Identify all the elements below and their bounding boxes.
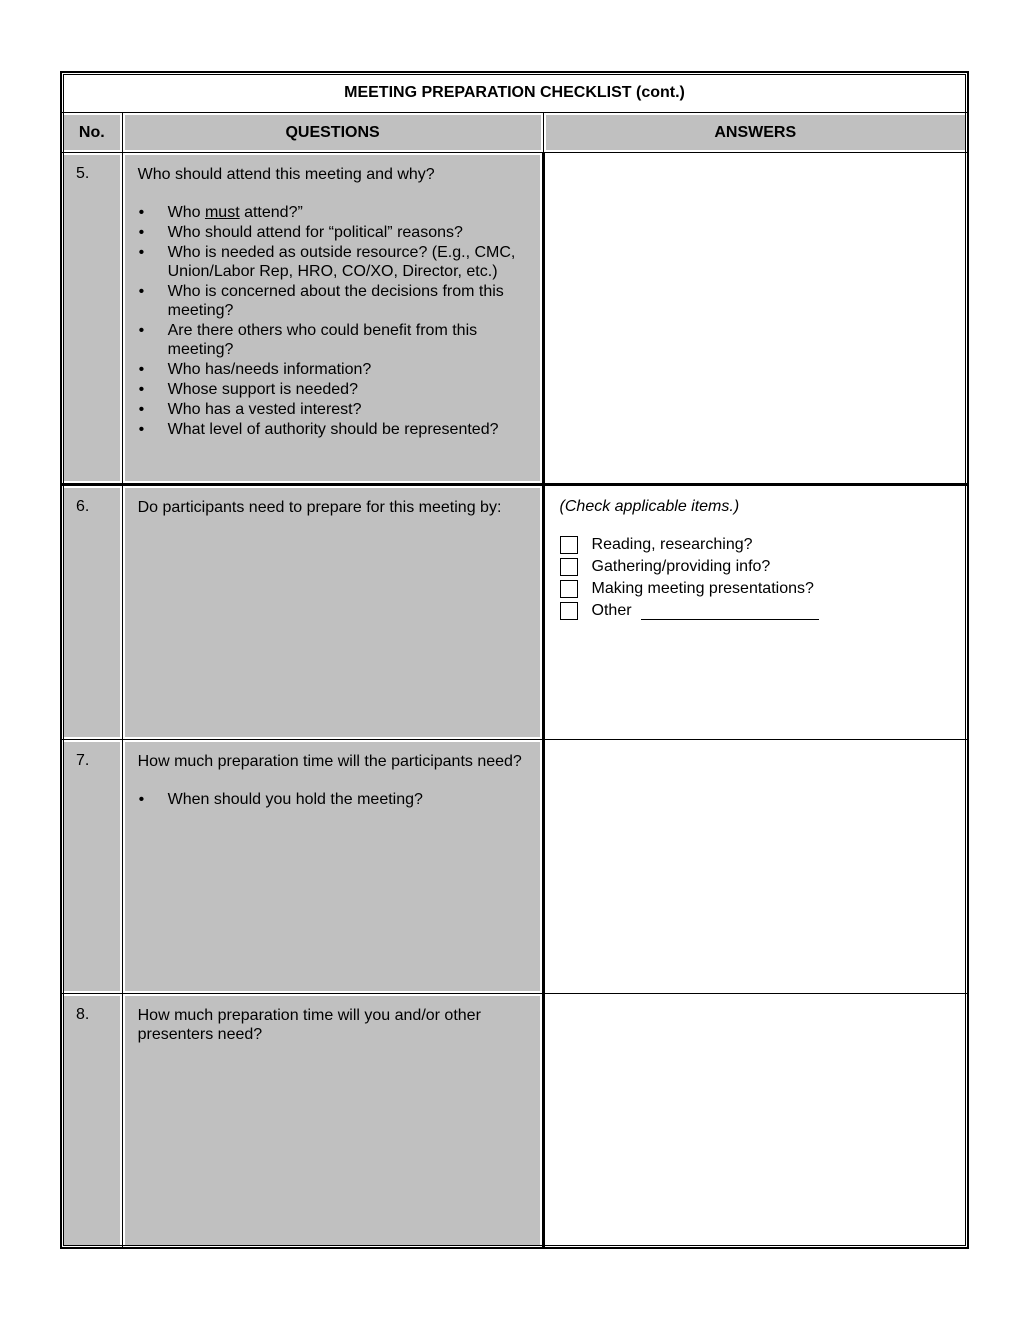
check-instruction: (Check applicable items.): [559, 498, 740, 515]
question-text: Do participants need to prepare for this meeting by:: [137, 499, 502, 516]
checkbox-option[interactable]: [560, 556, 953, 578]
question-bullets: [138, 790, 528, 809]
answer-cell[interactable]: [543, 153, 968, 485]
checklist-table: [60, 71, 969, 1249]
row-number: 6.: [61, 485, 122, 740]
bullet-item: • Who has a vested interest?: [138, 401, 362, 418]
header-answers: ANSWERS: [543, 113, 968, 153]
table-row: [61, 153, 968, 485]
bullet-item: • Whose support is needed?: [138, 381, 358, 398]
question-cell: [122, 153, 543, 485]
question-text: How much preparation time will you and/or other presenters need?: [137, 1007, 481, 1043]
question-bullets: [138, 203, 528, 439]
bullet-item: • Who has/needs information?: [138, 361, 372, 378]
bullet-item: • When should you hold the meeting?: [138, 791, 423, 808]
checkbox-option[interactable]: [560, 600, 953, 622]
row-number: 5.: [61, 153, 122, 485]
bullet-item: • What level of authority should be represented?: [138, 421, 499, 438]
checkbox[interactable]: [560, 558, 578, 576]
table-row: [61, 994, 968, 1249]
answer-cell: [543, 485, 968, 740]
question-cell: [122, 740, 543, 994]
checkbox[interactable]: [560, 536, 578, 554]
bullet-item: • Who must attend?”: [138, 204, 303, 221]
header-questions: QUESTIONS: [122, 113, 543, 153]
question-cell: [122, 485, 543, 740]
question-text: Who should attend this meeting and why?: [137, 166, 435, 183]
answer-cell[interactable]: [543, 740, 968, 994]
answer-cell[interactable]: [543, 994, 968, 1249]
table-row: [61, 485, 968, 740]
checklist-sheet: [60, 71, 969, 1202]
checkbox[interactable]: [560, 580, 578, 598]
row-number: 7.: [61, 740, 122, 994]
checklist-title: MEETING PREPARATION CHECKLIST (cont.): [61, 72, 968, 113]
table-row: [61, 740, 968, 994]
checkbox[interactable]: [560, 602, 578, 620]
bullet-item: • Are there others who could benefit from this meeting?: [138, 322, 478, 358]
checkbox-label: Gathering/providing info?: [591, 558, 771, 575]
bullet-item: • Who is concerned about the decisions from this meeting?: [138, 283, 504, 319]
checkbox-option[interactable]: [560, 534, 953, 556]
row-number: 8.: [61, 994, 122, 1249]
checkbox-label: Reading, researching?: [591, 536, 753, 553]
checkbox-option[interactable]: [560, 578, 953, 600]
checkbox-label: Other: [591, 602, 632, 619]
other-fill-in-line[interactable]: [641, 603, 819, 620]
bullet-item: • Who is needed as outside resource? (E.g., CMC, Union/Labor Rep, HRO, CO/XO, Director, etc.): [138, 244, 516, 280]
checkbox-label: Making meeting presentations?: [591, 580, 814, 597]
question-text: How much preparation time will the participants need?: [137, 753, 522, 770]
question-cell: [122, 994, 543, 1249]
header-no: No.: [61, 113, 122, 153]
bullet-item: • Who should attend for “political” reasons?: [138, 224, 463, 241]
